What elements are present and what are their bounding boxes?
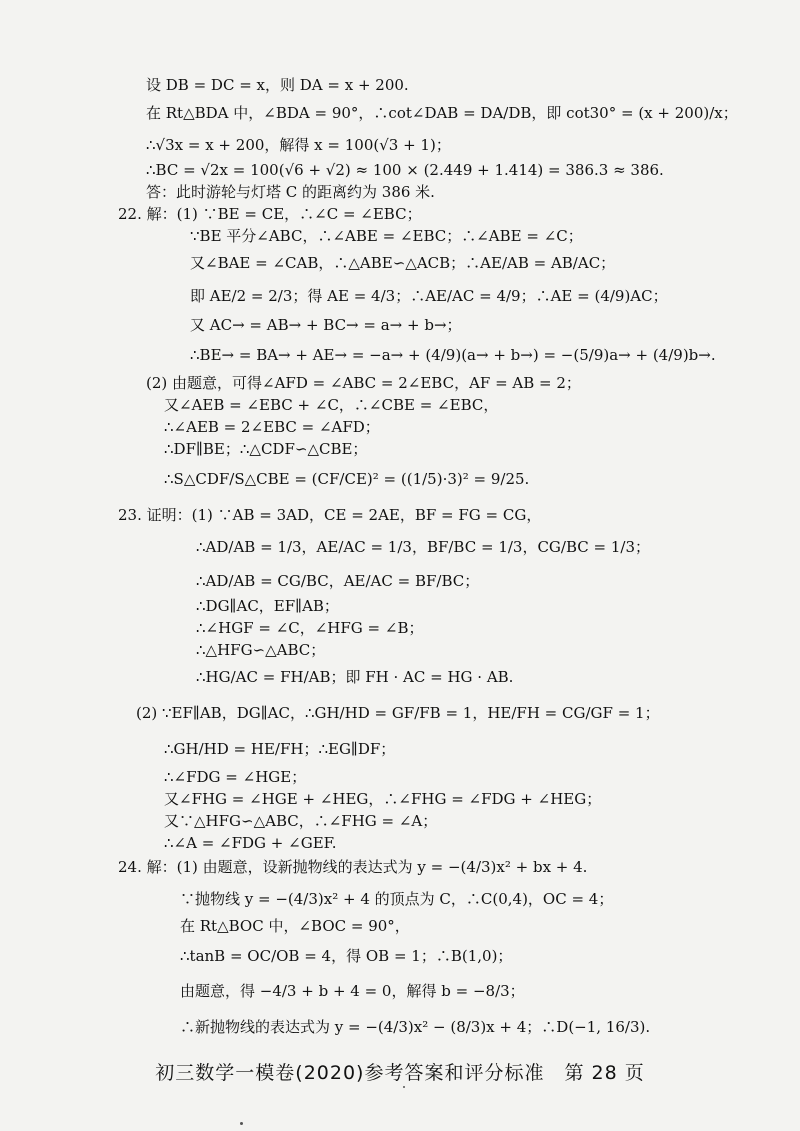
solution-line: ∴√3x = x + 200，解得 x = 100(√3 + 1)； [146,136,451,154]
solution-line: 由题意，得 −4/3 + b + 4 = 0，解得 b = −8/3； [180,982,525,1000]
solution-line: ∴HG/AC = FH/AB；即 FH · AC = HG · AB. [196,668,514,686]
solution-line: 又∠FHG = ∠HGE + ∠HEG，∴∠FHG = ∠FDG + ∠HEG； [164,790,602,808]
solution-line: ∴S△CDF/S△CBE = (CF/CE)² = ((1/5)·3)² = 9/25. [164,470,530,488]
solution-line: (2) ∵EF∥AB，DG∥AC，∴GH/HD = GF/FB = 1，HE/FH = CG/GF = 1； [136,704,660,722]
solution-line: ∴AD/AB = 1/3，AE/AC = 1/3，BF/BC = 1/3，CG/BC = 1/3； [196,538,650,556]
solution-line: 又∠BAE = ∠CAB，∴△ABE∽△ACB；∴AE/AB = AB/AC； [190,254,616,272]
solution-line: 答：此时游轮与灯塔 C 的距离约为 386 米. [146,183,435,201]
solution-line: ∴DG∥AC，EF∥AB； [196,597,339,615]
solution-line: ∴AD/AB = CG/BC，AE/AC = BF/BC； [196,572,480,590]
solution-line: (2) 由题意，可得∠AFD = ∠ABC = 2∠EBC，AF = AB = 2； [146,374,581,392]
solution-line: ∴DF∥BE；∴△CDF∽△CBE； [164,440,368,458]
solution-line: 24. 解：(1) 由题意，设新抛物线的表达式为 y = −(4/3)x² + bx + 4. [118,858,588,876]
solution-line: 又 AC→ = AB→ + BC→ = a→ + b→； [190,316,462,334]
page-footer: 初三数学一模卷(2020)参考答案和评分标准 第 28 页 [155,1062,645,1084]
solution-line: ∴新抛物线的表达式为 y = −(4/3)x² − (8/3)x + 4；∴D(−1, 16/3). [180,1018,651,1036]
solution-line: ∴tanB = OC/OB = 4，得 OB = 1；∴B(1,0)； [180,947,513,965]
solution-line: 又∵△HFG∽△ABC，∴∠FHG = ∠A； [164,812,438,830]
solution-line: ∵BE 平分∠ABC，∴∠ABE = ∠EBC；∴∠ABE = ∠C； [190,227,583,245]
solution-line: 23. 证明：(1) ∵AB = 3AD，CE = 2AE，BF = FG = CG， [118,506,542,524]
solution-line: ∴∠AEB = 2∠EBC = ∠AFD； [164,418,380,436]
solution-line: 又∠AEB = ∠EBC + ∠C，∴∠CBE = ∠EBC， [164,396,499,414]
solution-line: ∴∠A = ∠FDG + ∠GEF. [164,834,337,852]
solution-line: 22. 解：(1) ∵BE = CE，∴∠C = ∠EBC； [118,205,422,223]
solution-line: ∴∠FDG = ∠HGE； [164,768,307,786]
solution-line: 即 AE/2 = 2/3；得 AE = 4/3；∴AE/AC = 4/9；∴AE = (4/9)AC； [190,287,668,305]
scan-speck [403,1086,405,1088]
solution-line: 在 Rt△BDA 中，∠BDA = 90°，∴cot∠DAB = DA/DB，即 cot30° = (x + 200)/x； [146,104,738,122]
solution-line: ∴BE→ = BA→ + AE→ = −a→ + (4/9)(a→ + b→) = −(5/9)a→ + (4/9)b→. [190,346,716,364]
scan-speck [240,1122,243,1125]
solution-line: ∴GH/HD = HE/FH；∴EG∥DF； [164,740,396,758]
solution-line: 在 Rt△BOC 中，∠BOC = 90°， [180,917,410,935]
solution-line: ∴∠HGF = ∠C，∠HFG = ∠B； [196,619,424,637]
solution-line: ∴BC = √2x = 100(√6 + √2) ≈ 100 × (2.449 + 1.414) = 386.3 ≈ 386. [146,161,664,179]
solution-line: ∵抛物线 y = −(4/3)x² + 4 的顶点为 C，∴C(0,4)，OC = 4； [180,890,614,908]
solution-line: ∴△HFG∽△ABC； [196,641,326,659]
solution-line: 设 DB = DC = x，则 DA = x + 200. [146,76,409,94]
